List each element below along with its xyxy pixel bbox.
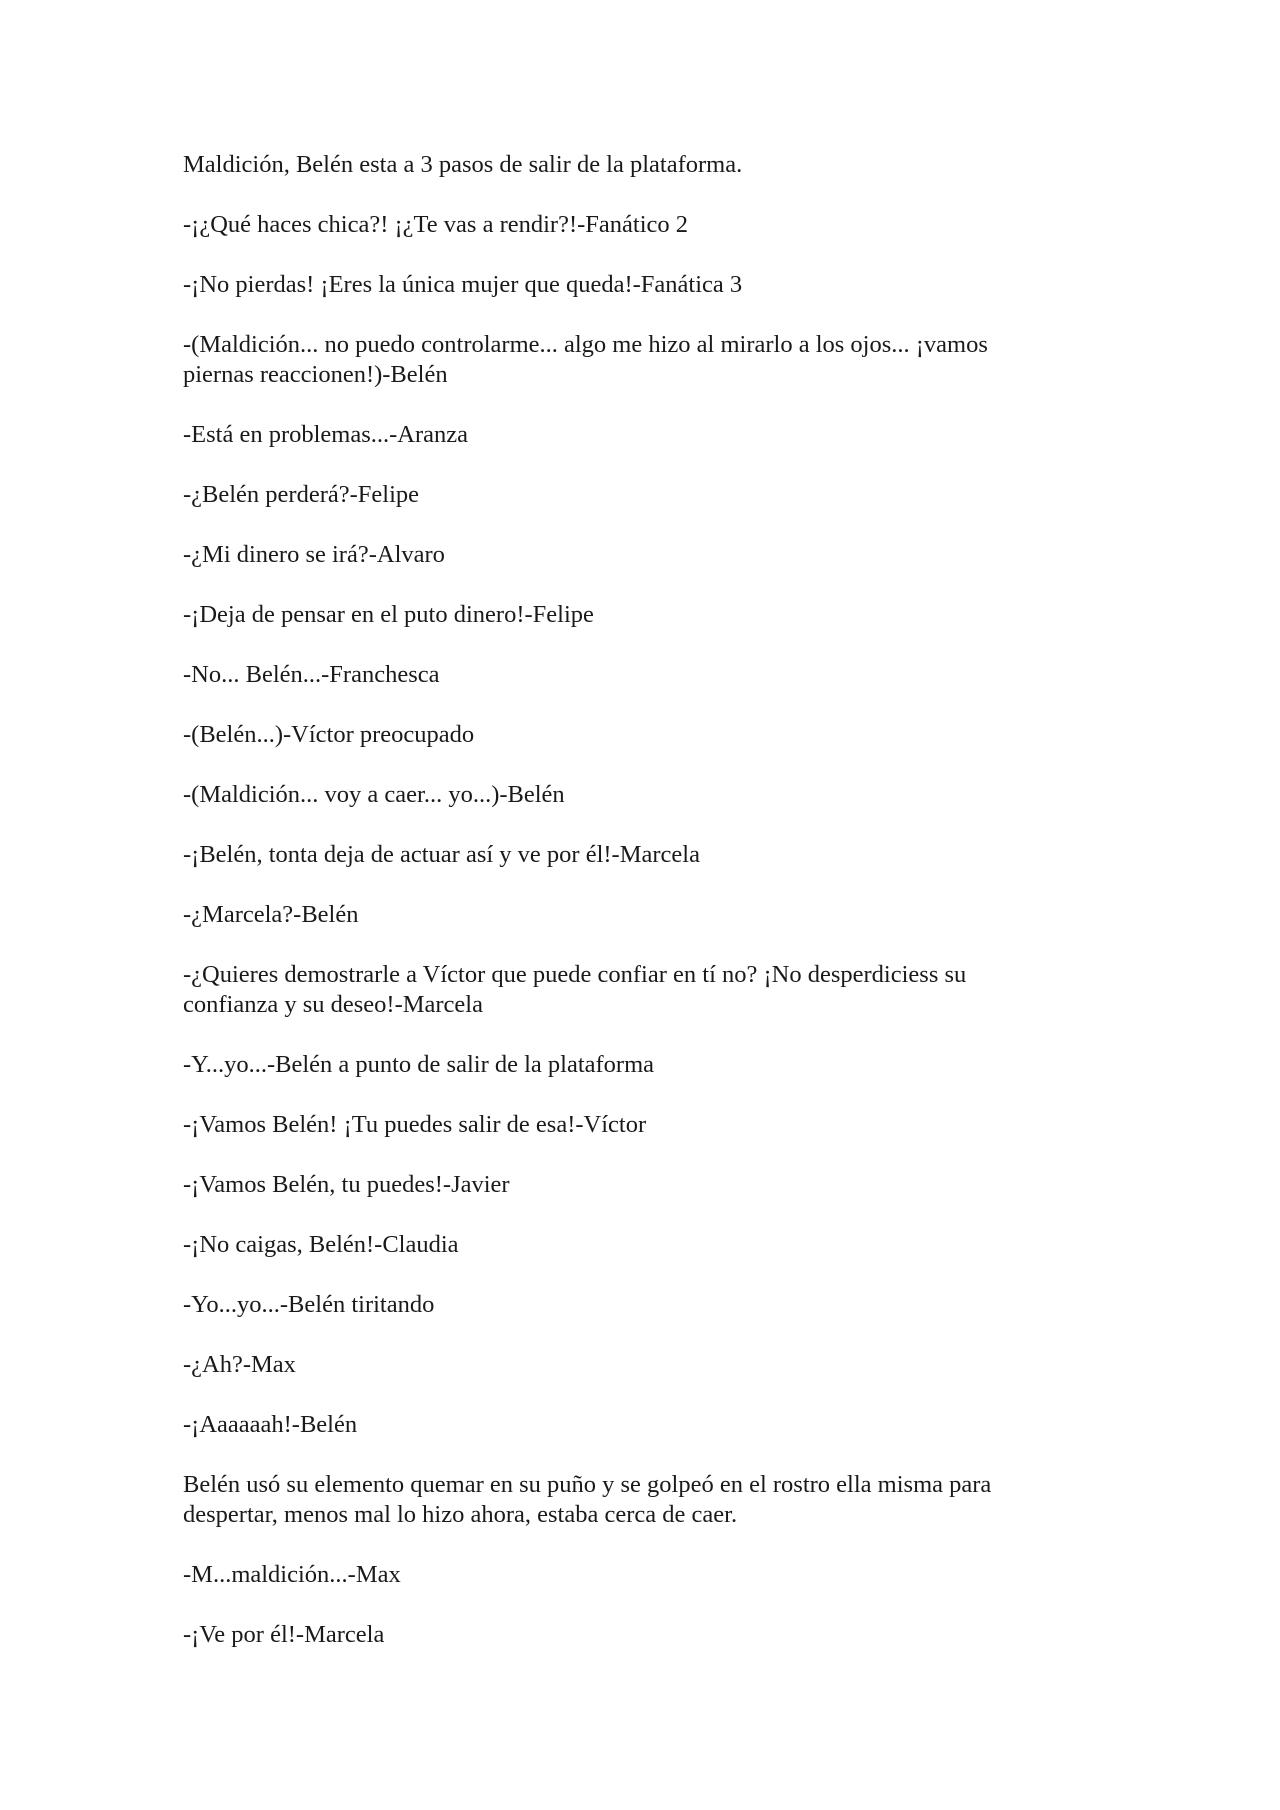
paragraph: -No... Belén...-Franchesca bbox=[183, 661, 440, 688]
paragraph: -¿Mi dinero se irá?-Alvaro bbox=[183, 541, 445, 568]
paragraph: -¡Aaaaaah!-Belén bbox=[183, 1411, 358, 1438]
paragraph: -(Belén...)-Víctor preocupado bbox=[183, 721, 475, 748]
paragraph: -(Maldición... voy a caer... yo...)-Belén bbox=[183, 781, 565, 808]
paragraph: -¡Ve por él!-Marcela bbox=[183, 1621, 385, 1648]
paragraph: -(Maldición... no puedo controlarme... algo me hizo al mirarlo a los ojos... ¡vamos piernas reaccionen!)-Belén bbox=[183, 331, 988, 388]
paragraph: -¿Quieres demostrarle a Víctor que puede confiar en tí no? ¡No desperdiciess su confianza y su deseo!-Marcela bbox=[183, 961, 967, 1018]
paragraph: -¡Vamos Belén! ¡Tu puedes salir de esa!-Víctor bbox=[183, 1111, 647, 1138]
paragraph: -¡¿Qué haces chica?! ¡¿Te vas a rendir?!-Fanático 2 bbox=[183, 211, 689, 238]
paragraph: -¿Marcela?-Belén bbox=[183, 901, 359, 928]
paragraph: Belén usó su elemento quemar en su puño y se golpeó en el rostro ella misma para despertar, menos mal lo hizo ahora, estaba cerca de caer. bbox=[183, 1471, 992, 1528]
paragraph: -¿Belén perderá?-Felipe bbox=[183, 481, 420, 508]
paragraph: -¡Deja de pensar en el puto dinero!-Felipe bbox=[183, 601, 594, 628]
paragraph: -Y...yo...-Belén a punto de salir de la plataforma bbox=[183, 1051, 655, 1078]
paragraph: -¡No pierdas! ¡Eres la única mujer que queda!-Fanática 3 bbox=[183, 271, 743, 298]
paragraph: -Yo...yo...-Belén tiritando bbox=[183, 1291, 435, 1318]
paragraph: Maldición, Belén esta a 3 pasos de salir de la plataforma. bbox=[183, 151, 743, 178]
paragraph: -¡Belén, tonta deja de actuar así y ve por él!-Marcela bbox=[183, 841, 700, 868]
paragraph: -M...maldición...-Max bbox=[183, 1561, 401, 1588]
paragraph: -Está en problemas...-Aranza bbox=[183, 421, 469, 448]
paragraph: -¡Vamos Belén, tu puedes!-Javier bbox=[183, 1171, 510, 1198]
document-body bbox=[183, 150, 1063, 1680]
paragraph: -¿Ah?-Max bbox=[183, 1351, 296, 1378]
paragraph: -¡No caigas, Belén!-Claudia bbox=[183, 1231, 459, 1258]
